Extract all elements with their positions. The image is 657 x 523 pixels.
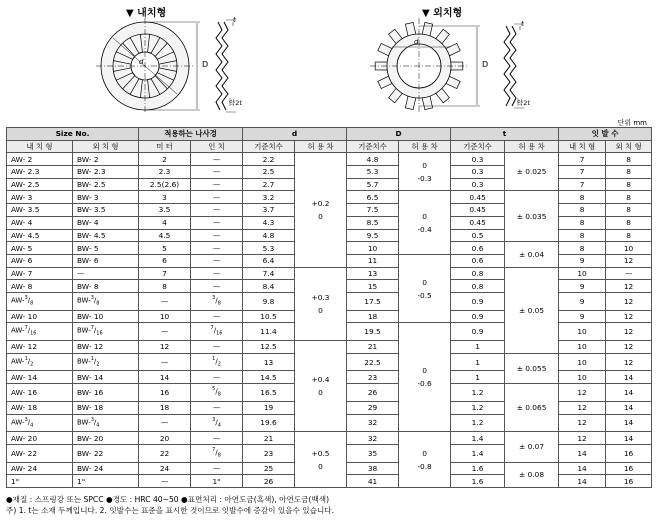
cell-internal-size: AW- 18 <box>7 401 73 414</box>
cell-D-nominal: 23 <box>347 371 399 384</box>
cell-d-nominal: 19.6 <box>243 414 295 432</box>
cell-inch: — <box>191 401 243 414</box>
cell-t-nominal: 1 <box>451 353 505 371</box>
cell-teeth-external: 8 <box>606 178 652 191</box>
external-teeth-label: 약2t <box>517 99 530 107</box>
cell-D-nominal: 38 <box>347 462 399 475</box>
d-tol-lower: 0 <box>318 388 323 398</box>
cell-t-tolerance: ± 0.05 <box>505 267 559 353</box>
header-bolt: 적용하는 나사경 <box>139 128 243 141</box>
external-tooth <box>405 96 415 110</box>
cell-t-nominal: 1.6 <box>451 462 505 475</box>
cell-metric: 10 <box>139 310 191 323</box>
D-tol-upper: 0 <box>422 211 427 221</box>
cell-teeth-internal: 7 <box>559 166 606 179</box>
cell-internal-size: 1" <box>7 475 73 488</box>
cell-teeth-external: 14 <box>606 371 652 384</box>
cell-teeth-internal: 10 <box>559 371 606 384</box>
header-size-no: Size No. <box>7 128 139 141</box>
cell-external-size: BW- 18 <box>73 401 139 414</box>
cell-inch: $^5/_8$ <box>191 384 243 402</box>
cell-inch: — <box>191 267 243 280</box>
cell-teeth-internal: 7 <box>559 178 606 191</box>
cell-d-nominal: 2.7 <box>243 178 295 191</box>
cell-metric: 4.5 <box>139 229 191 242</box>
cell-d-nominal: 12.5 <box>243 341 295 354</box>
cell-external-size: — <box>73 267 139 280</box>
header-teeth-external: 외 치 형 <box>606 140 652 153</box>
external-figure-title: ▼ 외치형 <box>422 8 463 19</box>
cell-teeth-external: 16 <box>606 475 652 488</box>
table-row <box>7 267 652 280</box>
cell-inch: — <box>191 216 243 229</box>
cell-teeth-external: 8 <box>606 191 652 204</box>
cell-teeth-internal: 8 <box>559 229 606 242</box>
cell-internal-size: AW- 12 <box>7 341 73 354</box>
cell-external-size: $BW-^1/_2$ <box>73 353 139 371</box>
cell-teeth-internal: 12 <box>559 414 606 432</box>
cell-internal-size: AW- 6 <box>7 254 73 267</box>
cell-teeth-internal: 7 <box>559 153 606 166</box>
cell-D-tolerance <box>399 153 451 191</box>
cell-D-nominal: 41 <box>347 475 399 488</box>
cell-internal-size: AW- 2.3 <box>7 166 73 179</box>
internal-teeth-label: 약2t <box>229 99 242 107</box>
cell-teeth-external: 12 <box>606 353 652 371</box>
cell-teeth-external: 8 <box>606 216 652 229</box>
cell-metric: 6 <box>139 254 191 267</box>
cell-t-nominal: 1.6 <box>451 475 505 488</box>
cell-teeth-internal: 8 <box>559 216 606 229</box>
cell-t-nominal: 1.2 <box>451 384 505 402</box>
cell-t-nominal: 0.45 <box>451 216 505 229</box>
cell-d-tolerance <box>295 267 347 341</box>
cell-metric: 18 <box>139 401 191 414</box>
D-tol-lower: -0.5 <box>417 290 432 300</box>
cell-d-nominal: 8.4 <box>243 280 295 293</box>
internal-D-label: D <box>202 60 209 69</box>
cell-t-nominal: 0.6 <box>451 242 505 255</box>
external-tooth <box>422 96 432 110</box>
cell-d-nominal: 21 <box>243 432 295 445</box>
cell-external-size: $BW-^7/_{16}$ <box>73 323 139 341</box>
cell-internal-size: AW- 14 <box>7 371 73 384</box>
cell-external-size: BW- 4 <box>73 216 139 229</box>
cell-teeth-external: 12 <box>606 254 652 267</box>
external-tooth <box>422 22 432 36</box>
cell-d-nominal: 2.2 <box>243 153 295 166</box>
cell-D-nominal: 15 <box>347 280 399 293</box>
cell-internal-size: AW- 2.5 <box>7 178 73 191</box>
cell-teeth-external: — <box>606 267 652 280</box>
cell-teeth-external: 8 <box>606 166 652 179</box>
header-D-tolerance: 허 용 차 <box>399 140 451 153</box>
cell-teeth-external: 14 <box>606 414 652 432</box>
cell-teeth-internal: 12 <box>559 432 606 445</box>
cell-internal-size: AW- 3.5 <box>7 204 73 217</box>
cell-t-nominal: 1.2 <box>451 401 505 414</box>
cell-D-tolerance <box>399 323 451 432</box>
cell-external-size: BW- 5 <box>73 242 139 255</box>
cell-external-size: BW- 8 <box>73 280 139 293</box>
cell-D-nominal: 26 <box>347 384 399 402</box>
external-t-label: t <box>521 20 524 28</box>
cell-teeth-internal: 10 <box>559 341 606 354</box>
cell-internal-size: AW- 4.5 <box>7 229 73 242</box>
cell-external-size: BW- 3.5 <box>73 204 139 217</box>
washer-spec-table <box>6 127 652 488</box>
cell-inch: — <box>191 310 243 323</box>
cell-external-size: BW- 2.5 <box>73 178 139 191</box>
cell-inch: $^1/_2$ <box>191 353 243 371</box>
cell-D-nominal: 22.5 <box>347 353 399 371</box>
cell-t-nominal: 0.45 <box>451 204 505 217</box>
D-tol-upper: 0 <box>422 366 427 376</box>
cell-D-nominal: 5.3 <box>347 166 399 179</box>
cell-metric: 16 <box>139 384 191 402</box>
cell-metric: 14 <box>139 371 191 384</box>
cell-d-nominal: 4.8 <box>243 229 295 242</box>
cell-internal-size: AW- 24 <box>7 462 73 475</box>
cell-d-nominal: 9.8 <box>243 292 295 310</box>
cell-t-nominal: 1.4 <box>451 444 505 462</box>
cell-t-nominal: 1.2 <box>451 414 505 432</box>
cell-d-nominal: 4.3 <box>243 216 295 229</box>
cell-inch: — <box>191 462 243 475</box>
cell-external-size: BW- 10 <box>73 310 139 323</box>
cell-teeth-external: 16 <box>606 444 652 462</box>
cell-inch: $^7/_{16}$ <box>191 323 243 341</box>
cell-teeth-internal: 10 <box>559 353 606 371</box>
cell-t-nominal: 0.8 <box>451 267 505 280</box>
cell-teeth-external: 8 <box>606 229 652 242</box>
cell-teeth-external: 16 <box>606 462 652 475</box>
cell-D-nominal: 18 <box>347 310 399 323</box>
table-row <box>7 153 652 166</box>
cell-external-size: $BW-^3/_8$ <box>73 292 139 310</box>
cell-t-nominal: 0.3 <box>451 153 505 166</box>
header-internal: 내 치 형 <box>7 140 73 153</box>
cell-metric: — <box>139 475 191 488</box>
cell-internal-size: $AW-^7/_{16}$ <box>7 323 73 341</box>
cell-inch: — <box>191 280 243 293</box>
cell-t-nominal: 0.45 <box>451 191 505 204</box>
header-t-tolerance: 허 용 차 <box>505 140 559 153</box>
notes-material: ●재질 : 스프링강 또는 SPCC ●경도 : HRC 40~50 ●표면처리 : 아연도금(흑색), 아연도금(백색) <box>6 495 330 504</box>
cell-teeth-internal: 8 <box>559 204 606 217</box>
cell-teeth-internal: 9 <box>559 254 606 267</box>
cell-inch: — <box>191 166 243 179</box>
cell-teeth-internal: 12 <box>559 384 606 402</box>
cell-external-size: BW- 4.5 <box>73 229 139 242</box>
d-tol-upper: +0.4 <box>311 375 330 385</box>
cell-teeth-external: 12 <box>606 292 652 310</box>
cell-D-tolerance <box>399 432 451 488</box>
cell-external-size: 1" <box>73 475 139 488</box>
cell-metric: 22 <box>139 444 191 462</box>
cell-external-size: BW- 16 <box>73 384 139 402</box>
cell-d-tolerance <box>295 153 347 267</box>
cell-t-nominal: 1 <box>451 371 505 384</box>
cell-inch: — <box>191 229 243 242</box>
cell-d-nominal: 2.5 <box>243 166 295 179</box>
cell-metric: — <box>139 414 191 432</box>
cell-teeth-external: 12 <box>606 341 652 354</box>
cell-t-nominal: 0.9 <box>451 323 505 341</box>
cell-external-size: BW- 3 <box>73 191 139 204</box>
cell-D-nominal: 35 <box>347 444 399 462</box>
cell-teeth-external: 8 <box>606 153 652 166</box>
cell-d-tolerance <box>295 432 347 488</box>
D-tol-lower: -0.6 <box>417 379 432 389</box>
header-teeth-internal: 내 치 형 <box>559 140 606 153</box>
cell-teeth-internal: 10 <box>559 267 606 280</box>
d-tol-upper: +0.2 <box>311 198 330 208</box>
d-tol-upper: +0.3 <box>311 292 330 302</box>
cell-teeth-internal: 8 <box>559 191 606 204</box>
washer-figures <box>0 0 657 120</box>
cell-D-tolerance <box>399 254 451 322</box>
cell-teeth-internal: 8 <box>559 242 606 255</box>
header-D: D <box>347 128 451 141</box>
notes <box>6 494 334 516</box>
cell-external-size: BW- 6 <box>73 254 139 267</box>
cell-D-nominal: 5.7 <box>347 178 399 191</box>
cell-external-size: BW- 24 <box>73 462 139 475</box>
header-metric: 미 터 <box>139 140 191 153</box>
cell-inch: 1" <box>191 475 243 488</box>
cell-d-nominal: 11.4 <box>243 323 295 341</box>
unit-label: 단위 mm <box>617 119 647 127</box>
table-body <box>7 153 652 488</box>
cell-D-nominal: 19.5 <box>347 323 399 341</box>
cell-D-nominal: 11 <box>347 254 399 267</box>
cell-D-nominal: 13 <box>347 267 399 280</box>
table-row <box>7 432 652 445</box>
cell-inch: — <box>191 178 243 191</box>
D-tol-upper: 0 <box>422 160 427 170</box>
header-inch: 인 치 <box>191 140 243 153</box>
cell-metric: — <box>139 323 191 341</box>
header-d-tolerance: 허 용 차 <box>295 140 347 153</box>
cell-external-size: BW- 2 <box>73 153 139 166</box>
cell-external-size: BW- 20 <box>73 432 139 445</box>
internal-d-label: d <box>139 58 144 66</box>
cell-internal-size: AW- 8 <box>7 280 73 293</box>
cell-d-nominal: 3.2 <box>243 191 295 204</box>
cell-metric: 7 <box>139 267 191 280</box>
cell-inch: — <box>191 153 243 166</box>
cell-external-size: BW- 14 <box>73 371 139 384</box>
cell-t-nominal: 0.6 <box>451 254 505 267</box>
cell-internal-size: AW- 20 <box>7 432 73 445</box>
cell-teeth-internal: 10 <box>559 323 606 341</box>
cell-metric: 24 <box>139 462 191 475</box>
cell-internal-size: $AW-^3/_8$ <box>7 292 73 310</box>
cell-teeth-external: 8 <box>606 204 652 217</box>
d-tol-lower: 0 <box>318 211 323 221</box>
cell-inch: — <box>191 432 243 445</box>
D-tol-upper: 0 <box>422 277 427 287</box>
cell-metric: 2 <box>139 153 191 166</box>
cell-D-nominal: 6.5 <box>347 191 399 204</box>
cell-D-nominal: 32 <box>347 414 399 432</box>
cell-d-nominal: 10.5 <box>243 310 295 323</box>
cell-teeth-internal: 12 <box>559 401 606 414</box>
header-t: t <box>451 128 559 141</box>
notes-remarks: 주) 1. t는 소재 두께입니다. 2. 잇발수는 표준을 표시한 것이므로 잇발수에 증감이 있을수 있습니다. <box>6 506 335 515</box>
header-d-nominal: 기준치수 <box>243 140 295 153</box>
cell-external-size: BW- 2.3 <box>73 166 139 179</box>
header-t-nominal: 기준치수 <box>451 140 505 153</box>
cell-metric: 4 <box>139 216 191 229</box>
cell-d-nominal: 16.5 <box>243 384 295 402</box>
cell-D-nominal: 10 <box>347 242 399 255</box>
cell-teeth-internal: 9 <box>559 292 606 310</box>
cell-d-nominal: 7.4 <box>243 267 295 280</box>
cell-inch: — <box>191 204 243 217</box>
cell-D-nominal: 17.5 <box>347 292 399 310</box>
cell-external-size: BW- 12 <box>73 341 139 354</box>
cell-internal-size: AW- 3 <box>7 191 73 204</box>
external-tooth <box>405 22 415 36</box>
cell-inch: — <box>191 191 243 204</box>
cell-D-nominal: 29 <box>347 401 399 414</box>
cell-D-nominal: 7.5 <box>347 204 399 217</box>
cell-inch: — <box>191 242 243 255</box>
cell-teeth-internal: 9 <box>559 280 606 293</box>
cell-t-tolerance: ± 0.07 <box>505 432 559 462</box>
cell-d-nominal: 26 <box>243 475 295 488</box>
cell-teeth-internal: 14 <box>559 475 606 488</box>
cell-teeth-internal: 9 <box>559 310 606 323</box>
cell-t-nominal: 1.4 <box>451 432 505 445</box>
cell-t-nominal: 0.9 <box>451 310 505 323</box>
cell-d-tolerance <box>295 341 347 432</box>
cell-t-tolerance: ± 0.055 <box>505 353 559 383</box>
cell-inch: $^3/_4$ <box>191 414 243 432</box>
cell-metric: 2.5(2.6) <box>139 178 191 191</box>
header-D-nominal: 기준치수 <box>347 140 399 153</box>
D-tol-upper: 0 <box>422 448 427 458</box>
cell-metric: 3 <box>139 191 191 204</box>
cell-teeth-internal: 14 <box>559 444 606 462</box>
cell-internal-size: AW- 10 <box>7 310 73 323</box>
cell-external-size: BW- 22 <box>73 444 139 462</box>
header-teeth: 잇 발 수 <box>559 128 652 141</box>
cell-d-nominal: 23 <box>243 444 295 462</box>
cell-d-nominal: 5.3 <box>243 242 295 255</box>
cell-internal-size: AW- 2 <box>7 153 73 166</box>
cell-t-tolerance: ± 0.08 <box>505 462 559 487</box>
cell-metric: — <box>139 353 191 371</box>
cell-metric: 8 <box>139 280 191 293</box>
cell-teeth-internal: 14 <box>559 462 606 475</box>
cell-teeth-external: 12 <box>606 310 652 323</box>
cell-teeth-external: 12 <box>606 280 652 293</box>
cell-inch: — <box>191 371 243 384</box>
D-tol-lower: -0.8 <box>417 461 432 471</box>
cell-t-tolerance: ± 0.035 <box>505 191 559 242</box>
cell-internal-size: AW- 22 <box>7 444 73 462</box>
header-external: 외 치 형 <box>73 140 139 153</box>
cell-teeth-external: 14 <box>606 432 652 445</box>
cell-metric: 3.5 <box>139 204 191 217</box>
cell-d-nominal: 3.7 <box>243 204 295 217</box>
cell-t-nominal: 0.8 <box>451 280 505 293</box>
cell-internal-size: $AW-^1/_2$ <box>7 353 73 371</box>
internal-t-label: t <box>233 16 236 24</box>
cell-inch: — <box>191 341 243 354</box>
cell-D-nominal: 21 <box>347 341 399 354</box>
cell-teeth-external: 14 <box>606 384 652 402</box>
cell-internal-size: AW- 7 <box>7 267 73 280</box>
cell-t-tolerance: ± 0.065 <box>505 384 559 432</box>
cell-D-nominal: 32 <box>347 432 399 445</box>
d-tol-upper: +0.5 <box>311 448 330 458</box>
cell-teeth-external: 14 <box>606 401 652 414</box>
external-d-label: d <box>414 38 419 46</box>
internal-tooth-washer-drawing <box>96 18 236 114</box>
cell-internal-size: AW- 5 <box>7 242 73 255</box>
cell-metric: 2.3 <box>139 166 191 179</box>
cell-metric: 20 <box>139 432 191 445</box>
cell-inch: — <box>191 254 243 267</box>
cell-internal-size: AW- 16 <box>7 384 73 402</box>
D-tol-lower: -0.4 <box>417 224 432 234</box>
cell-teeth-external: 12 <box>606 323 652 341</box>
cell-internal-size: $AW-^3/_4$ <box>7 414 73 432</box>
cell-D-nominal: 8.5 <box>347 216 399 229</box>
cell-d-nominal: 6.4 <box>243 254 295 267</box>
cell-D-nominal: 4.8 <box>347 153 399 166</box>
external-tooth-washer-drawing <box>370 18 524 114</box>
cell-internal-size: AW- 4 <box>7 216 73 229</box>
cell-t-nominal: 0.3 <box>451 166 505 179</box>
cell-t-nominal: 0.5 <box>451 229 505 242</box>
cell-teeth-external: 10 <box>606 242 652 255</box>
header-d: d <box>243 128 347 141</box>
cell-t-nominal: 1 <box>451 341 505 354</box>
internal-figure-title: ▼ 내치형 <box>126 8 167 19</box>
cell-external-size: $BW-^3/_4$ <box>73 414 139 432</box>
cell-t-tolerance: ± 0.025 <box>505 153 559 191</box>
cell-t-nominal: 0.3 <box>451 178 505 191</box>
external-D-label: D <box>482 60 489 69</box>
cell-metric: 12 <box>139 341 191 354</box>
d-tol-lower: 0 <box>318 461 323 471</box>
cell-metric: 5 <box>139 242 191 255</box>
cell-inch: $^7/_8$ <box>191 444 243 462</box>
cell-D-nominal: 9.5 <box>347 229 399 242</box>
cell-d-nominal: 14.5 <box>243 371 295 384</box>
cell-t-nominal: 0.9 <box>451 292 505 310</box>
cell-d-nominal: 19 <box>243 401 295 414</box>
cell-metric: — <box>139 292 191 310</box>
cell-t-tolerance: ± 0.04 <box>505 242 559 267</box>
D-tol-lower: -0.3 <box>417 173 432 183</box>
cell-inch: $^3/_8$ <box>191 292 243 310</box>
washer-drawings <box>0 0 657 120</box>
cell-d-nominal: 13 <box>243 353 295 371</box>
cell-d-nominal: 25 <box>243 462 295 475</box>
cell-D-tolerance <box>399 191 451 254</box>
d-tol-lower: 0 <box>318 305 323 315</box>
